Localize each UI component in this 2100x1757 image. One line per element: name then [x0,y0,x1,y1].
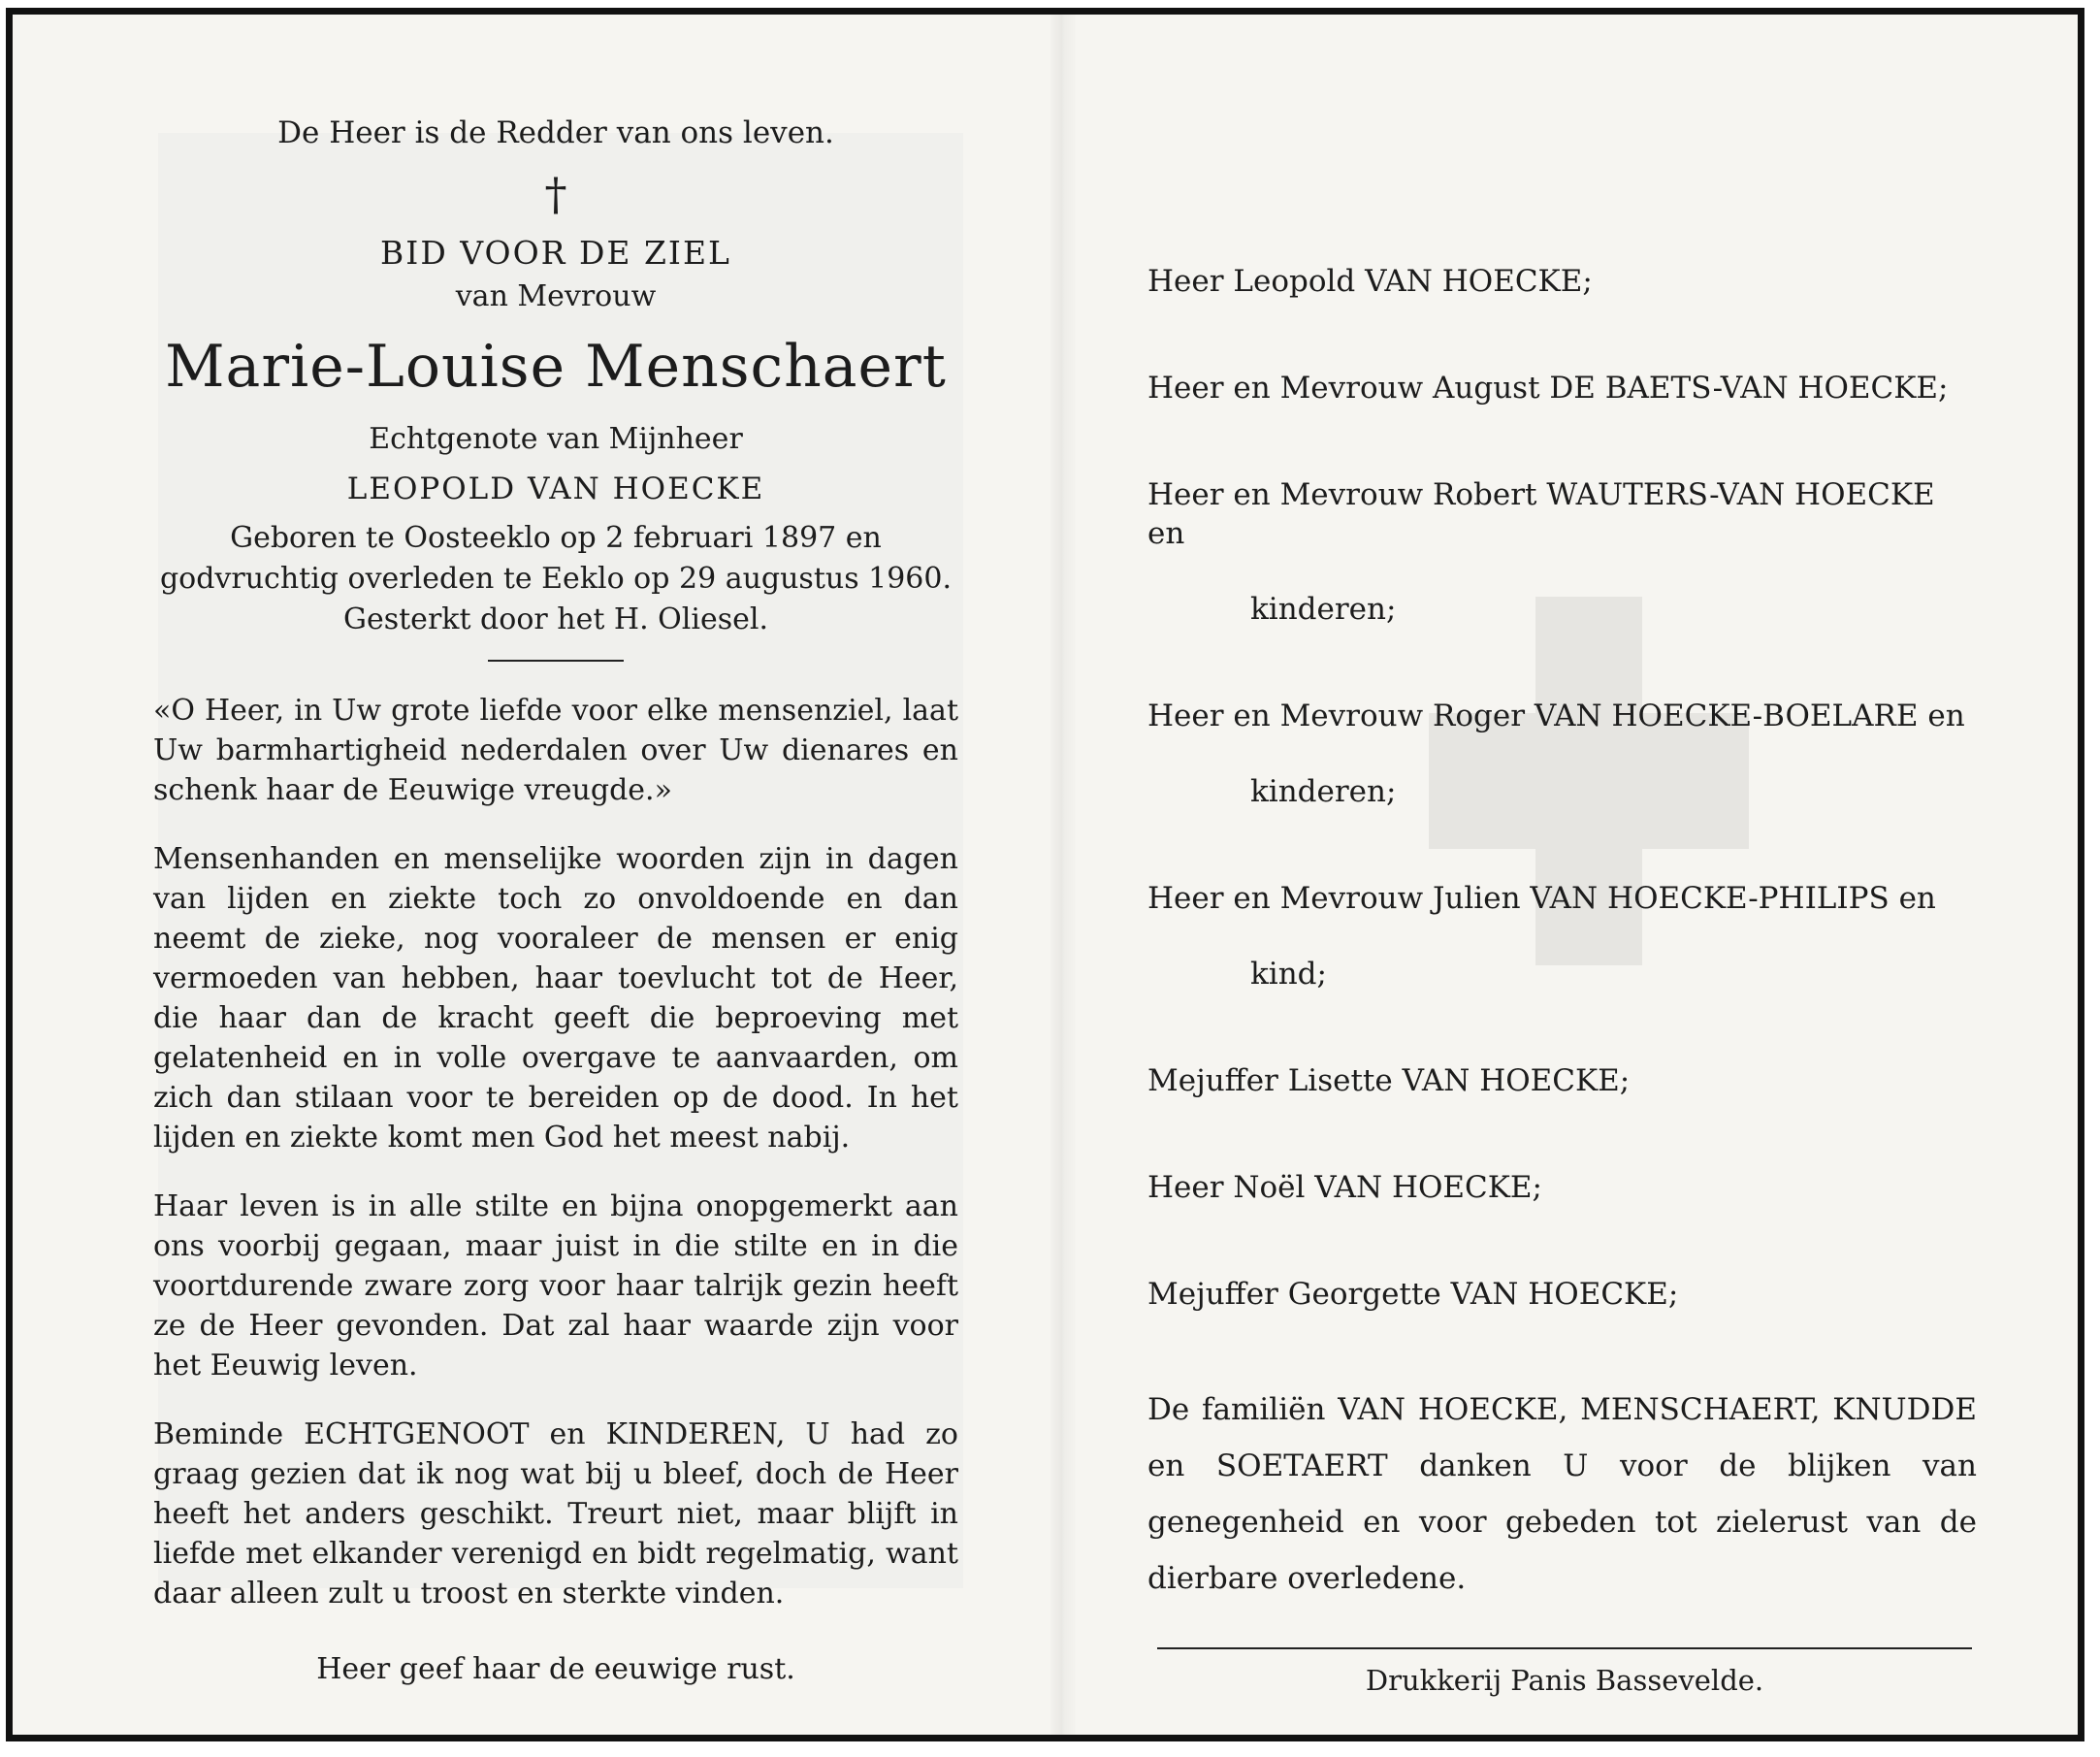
family-entry [1147,475,1977,629]
spouse-intro: Echtgenote van Mijnheer [369,422,743,456]
family-entry-continuation: kind; [1250,957,1327,992]
divider [488,660,624,662]
family-entry [1147,1061,1977,1100]
title-prefix: van Mevrouw [455,279,657,313]
thanks-text: De familiën VAN HOECKE, MENSCHAERT, KNUDDE en SOETAERT danken U voor de blijken van genegenheid en voor gebeden tot zielerust van de dierbare overledene. [1147,1392,1977,1596]
family-entry [1147,262,1977,301]
cross-icon: † [544,168,567,220]
family-entry [1147,369,1977,407]
motto: De Heer is de Redder van ons leven. [277,115,834,150]
family-entry-line: Heer en Mevrouw August DE BAETS-VAN HOECKE; [1147,371,1949,406]
family-entry-line: Mejuffer Lisette VAN HOECKE; [1147,1063,1631,1098]
card-fold [1050,15,1076,1735]
family-entry [1147,1275,1977,1314]
spouse-name: LEOPOLD VAN HOECKE [346,472,765,506]
printer-credit: Drukkerij Panis Bassevelde. [1365,1664,1764,1697]
family-entry-continuation: kinderen; [1250,774,1397,809]
paragraph-3: Beminde ECHTGENOOT en KINDEREN, U had zo graag gezien dat ik nog wat bij u bleef, doch de Heer heeft het anders geschikt. Treurt niet, maar blijft in liefde met elkander verenigd en bidt regelmatig, want daar alleen zult u troost en sterkte vinden. [153,1417,958,1611]
family-entry [1147,1168,1977,1207]
prayer-heading: BID VOOR DE ZIEL [380,234,731,272]
prayer-quote: «O Heer, in Uw grote liefde voor elke mensenziel, laat Uw barmhartigheid nederdalen over Uw dienares en schenk haar de Eeuwige vreugde.» [153,694,958,807]
family-entry [1147,697,1977,811]
deceased-name: Marie-Louise Menschaert [165,333,947,401]
closing-prayer: Heer geef haar de eeuwige rust. [316,1652,795,1686]
family-entry-line: Heer en Mevrouw Julien VAN HOECKE-PHILIPS en [1147,881,1936,916]
birth-death-text: Geboren te Oosteeklo op 2 februari 1897 en godvruchtig overleden te Eeklo op 29 augustus 1960. Gesterkt door het H. Oliesel. [159,521,953,636]
family-entry-line: Heer Leopold VAN HOECKE; [1147,264,1593,299]
family-entry-continuation: kinderen; [1250,592,1397,627]
family-entry-line: Mejuffer Georgette VAN HOECKE; [1147,1277,1679,1312]
family-entry-line: Heer Noël VAN HOECKE; [1147,1170,1542,1205]
paragraph-1: Mensenhanden en menselijke woorden zijn in dagen van lijden en ziekte toch zo onvoldoende en dan neemt de zieke, nog vooraleer de mensen er enig vermoeden van hebben, haar toevlucht tot de Heer, die haar dan de kracht geeft die beproeving met gelatenheid en in volle overgave te aanvaarden, om zich dan stilaan voor te bereiden op de dood. In het lijden en ziekte komt men God het meest nabij. [153,842,958,1155]
right-panel [1147,262,1977,1607]
family-entry-line: Heer en Mevrouw Roger VAN HOECKE-BOELARE en [1147,699,1965,733]
family-entry-line: Heer en Mevrouw Robert WAUTERS-VAN HOECKE en [1147,477,1935,551]
left-panel [153,104,958,1686]
footer-rule [1157,1647,1972,1649]
family-entry [1147,879,1977,993]
paragraph-2: Haar leven is in alle stilte en bijna onopgemerkt aan ons voorbij gegaan, maar juist in die stilte en in die voortdurende zware zorg voor haar talrijk gezin heeft ze de Heer gevonden. Dat zal haar waarde zijn voor het Eeuwig leven. [153,1189,958,1383]
memorial-card [6,8,2084,1741]
